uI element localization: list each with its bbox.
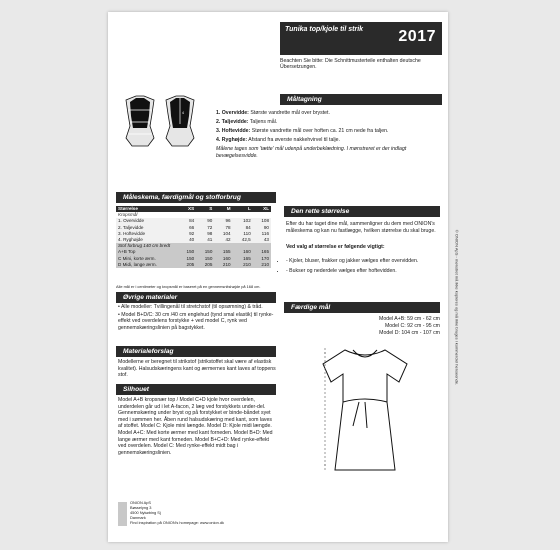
finished-label: Model A+B: 59 cm - 62 cm bbox=[379, 316, 440, 322]
table-row: 2. Taljevidde 66 72 78 84 90 bbox=[118, 224, 269, 230]
measurement-list bbox=[216, 110, 440, 162]
size-chart-header: Størrelse XS S M L XL bbox=[118, 206, 269, 211]
rette-heading: Den rette størrelse bbox=[284, 206, 440, 217]
faerdige-heading: Færdige mål bbox=[284, 302, 440, 313]
table-row: C Mini, korte ærm. 150 150 160 165 170 bbox=[118, 255, 269, 261]
fit-list bbox=[286, 258, 438, 274]
finished-label: Model D: 104 cm - 107 cm bbox=[379, 330, 440, 336]
rette-text: Efter du har taget dine mål, sammenligner du dem med ONION's måleskema og kan nu fastlægge, hvilken størrelse du skal bruge. bbox=[286, 221, 436, 234]
table-subheader: Kropsmål bbox=[118, 212, 138, 218]
body-measurement-figures bbox=[120, 94, 200, 152]
table-row: A+B Top 150 150 155 160 165 bbox=[118, 249, 269, 255]
measurement-note: Målene tages som 'tætte' mål udenpå underbeklædning. I mønstreret er der indlagt bevægelsesvidde. bbox=[216, 146, 407, 159]
measurement-item: 4. Ryghøjde: Afstand fra øverste nakkehvirvel til talje. bbox=[216, 137, 340, 144]
size-chart-table bbox=[116, 206, 271, 268]
maltagning-heading: Måltagning bbox=[280, 94, 442, 105]
materials-list bbox=[118, 304, 276, 332]
ovrige-heading: Øvrige materialer bbox=[116, 292, 276, 303]
dress-illustration bbox=[295, 330, 435, 480]
table-row: 4. Ryghøjde 40 41 42 42,5 43 bbox=[118, 237, 269, 243]
svg-text:2: 2 bbox=[151, 120, 153, 124]
translation-note: Beachten Sie bitte: Die Schnittmusterteile enthalten deutsche Übersetzungen. bbox=[280, 58, 421, 71]
finished-label: Model C: 92 cm - 95 cm bbox=[384, 323, 440, 329]
silhouet-heading: Silhouet bbox=[116, 384, 276, 395]
pattern-title: Tunika top/kjole til strik bbox=[285, 26, 364, 33]
measurement-item: 2. Taljevidde: Taljens mål. bbox=[216, 119, 278, 126]
table-row: 1. Overvidde 84 90 96 102 108 bbox=[118, 218, 269, 224]
pattern-instruction-sheet bbox=[108, 12, 448, 542]
svg-text:4: 4 bbox=[182, 111, 184, 115]
title-banner bbox=[280, 22, 442, 55]
list-item: • Alle modeller: Tvillingenål til stretchstof (til opsømning) & tråd. bbox=[118, 304, 263, 310]
pattern-number: 2017 bbox=[398, 28, 436, 45]
maleskema-heading: Måleskema, færdigmål og stofforbrug bbox=[116, 192, 276, 203]
measurement-item: 3. Hoftevidde: Største vandrette mål over hoften ca. 21 cm nede fra taljen. bbox=[216, 128, 389, 135]
list-item: • - Kjoler, bluser, frakker og jakker vælges efter overvidden. bbox=[286, 258, 438, 265]
list-item: • - Bukser og nederdele vælges efter hoftevidden. bbox=[286, 268, 438, 275]
table-subheader: Stof forbrug 140 cm bredt bbox=[116, 243, 271, 249]
table-row: D Midi, lange ærm. 205 205 210 210 210 bbox=[118, 261, 269, 267]
list-item: • Model B+D/C: 30 cm /40 cm englehud (tynd smal elastik) til rynke-effekt ved overdelens forstykke + ved model C, rynk ved gennemskæringslinien på bagstykket. bbox=[118, 311, 274, 331]
table-row: 3. Hoftevidde 92 98 104 110 116 bbox=[118, 230, 269, 236]
svg-text:1: 1 bbox=[153, 108, 155, 112]
onion-logo-mark bbox=[118, 502, 127, 526]
size-chart-note: Alle mål er i centimeter og kropsmål er baseret på en gennemsnitshøjde på 168 cm. bbox=[116, 284, 261, 289]
materialeforslag-text: Modellerne er beregnet til strikstof (strikstoffet skal være af elastisk kvalitet). Halsudskæringens kant og ærmernes kant laves af toppens stof. bbox=[118, 359, 276, 379]
svg-text:3: 3 bbox=[153, 132, 155, 136]
rette-bold: Ved valg af størrelse er følgende vigtigt: bbox=[286, 244, 385, 250]
silhouet-text: Model A+B kropsnær top / Model C+D kjole hvor overdelen, underdelen går ud i let A-facon, 2 læg ved forstykkets under-del. Gennemskæring under bryst og på forstykket er binde-båndet syet med i sømmen her. Åben rund halsudskæring med kant, som laves af stoffet. Model C: Kjole mini længde. Model D: Kjole midi længde. Model A+C: Med korte ærmer med kant forneden. Model B+D: Med lange ærmer med kant forneden. Model B+C+D: Med rynke-effekt ved overdelen. Model C: Med rynke-effekt midt bag i gennemskæringslinien. bbox=[118, 397, 273, 456]
company-footer: ONION ApS Bøsselyng 3 4500 Nykøbing Sj Danmark Find inspiration på ONION's homepage: www.onion.dk bbox=[130, 500, 224, 525]
materialeforslag-heading: Materialeforslag bbox=[116, 346, 276, 357]
copyright-vertical: © ONION ApS - mønstret må ikke kopieres og må ikke bruges i kommerciel henseende. bbox=[454, 229, 460, 386]
measurement-item: 1. Overvidde: Største vandrette mål over brystet. bbox=[216, 110, 330, 116]
